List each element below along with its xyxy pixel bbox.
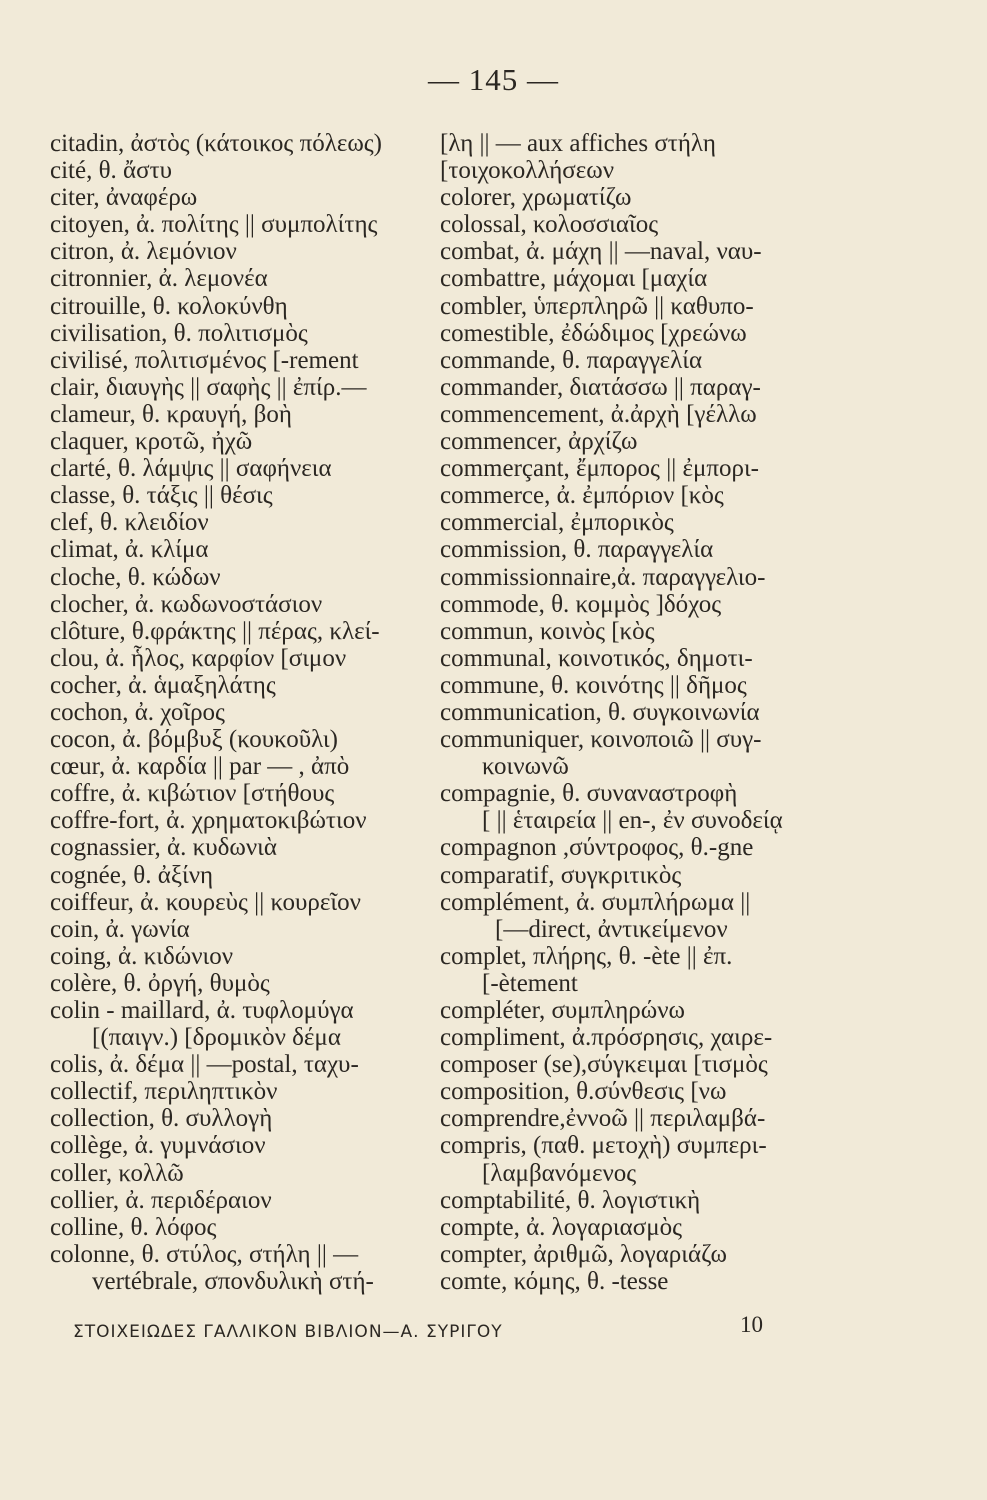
dictionary-entry-line: clef, θ. κλειδίον (50, 509, 209, 537)
dictionary-entry-line: [-ètement (482, 969, 578, 997)
dictionary-entry-line: complet, πλήρης, θ. -ète || ἐπ. (440, 942, 733, 970)
dictionary-entry-line: vertébrale, σπονδυλικὴ στή- (92, 1267, 374, 1295)
dictionary-entry-line: commencer, ἀρχίζω (440, 428, 638, 456)
dictionary-entry-line: collectif, περιληπτικὸν (50, 1078, 278, 1106)
dictionary-entry-line: clarté, θ. λάμψις || σαφήνεια (50, 455, 332, 483)
dictionary-entry-line: comptabilité, θ. λογιστικὴ (440, 1186, 701, 1214)
dictionary-entry-line: [(παιγν.) [δρομικὸν δέμα (92, 1024, 341, 1052)
dictionary-entry-line: coiffeur, ἀ. κουρεὺς || κουρεῖον (50, 888, 361, 916)
right-column (440, 130, 820, 1295)
dictionary-entry-line: colère, θ. ὀργή, θυμὸς (50, 969, 270, 997)
book-footer: ΣΤΟΙΧΕΙΩΔΕΣ ΓΑΛΛΙΚΟΝ ΒΙΒΛΙΟΝ—Α. ΣΥΡΙΓΟΥ (73, 1322, 503, 1342)
dictionary-entry-line: civilisation, θ. πολιτισμὸς (50, 319, 308, 347)
dictionary-entry-line: cœur, ἀ. καρδία || par — , ἀπὸ (50, 753, 350, 781)
dictionary-entry-line: commerçant, ἔμπορος || ἐμπορι- (440, 455, 760, 483)
dictionary-entry-line: citoyen, ἀ. πολίτης || συμπολίτης (50, 211, 378, 239)
dictionary-entry-line: commun, κοινὸς [κὸς (440, 617, 655, 645)
dictionary-entry-line: κοινωνῶ (482, 753, 569, 781)
dictionary-entry-line: coin, ἀ. γωνία (50, 915, 190, 943)
dictionary-entry-line: citrouille, θ. κολοκύνθη (50, 292, 288, 320)
dictionary-entry-line: citer, ἀναφέρω (50, 184, 198, 212)
dictionary-entry-line: colonne, θ. στύλος, στήλη || — (50, 1240, 359, 1268)
signature-mark: 10 (740, 1312, 763, 1337)
dictionary-entry-line: coffre-fort, ἀ. χρηματοκιβώτιον (50, 807, 367, 835)
dictionary-entry-line: [ || ἑταιρεία || en-, ἐν συνοδείᾳ (482, 807, 783, 835)
dictionary-entry-line: colis, ἀ. δέμα || —postal, ταχυ- (50, 1051, 359, 1079)
dictionary-entry-line: collège, ἀ. γυμνάσιον (50, 1132, 266, 1160)
dictionary-entry-line: compter, ἀριθμῶ, λογαριάζω (440, 1240, 728, 1268)
dictionary-entry-line: collier, ἀ. περιδέραιον (50, 1186, 272, 1214)
dictionary-entry-line: citron, ἀ. λεμόνιον (50, 238, 237, 266)
dictionary-entry-line: classe, θ. τάξις || θέσις (50, 482, 273, 510)
dictionary-entry-line: cognassier, ἀ. κυδωνιὰ (50, 834, 277, 862)
dictionary-entry-line: commission, θ. παραγγελία (440, 536, 714, 564)
dictionary-entry-line: coffre, ἀ. κιβώτιον [στήθους (50, 780, 335, 808)
dictionary-entry-line: combler, ὑπερπληρῶ || καθυπο- (440, 292, 754, 320)
dictionary-entry-line: compte, ἀ. λογαριασμὸς (440, 1213, 683, 1241)
dictionary-entry-line: clôture, θ.φράκτης || πέρας, κλεί- (50, 617, 380, 645)
dictionary-entry-line: compliment, ἀ.πρόσρησις, χαιρε- (440, 1024, 773, 1052)
dictionary-entry-line: communal, κοινοτικός, δημοτι- (440, 644, 753, 672)
dictionary-entry-line: commande, θ. παραγγελία (440, 346, 703, 374)
dictionary-entry-line: colossal, κολοσσιαῖος (440, 211, 659, 239)
dictionary-entry-line: complément, ἀ. συμπλήρωμα || (440, 888, 751, 916)
dictionary-entry-line: [λαμβανόμενος (482, 1159, 637, 1187)
dictionary-entry-line: citronnier, ἀ. λεμονέα (50, 265, 268, 293)
dictionary-entry-line: compagnie, θ. συναναστροφὴ (440, 780, 738, 808)
dictionary-entry-line: commercial, ἐμπορικὸς (440, 509, 674, 537)
dictionary-entry-line: communiquer, κοινοποιῶ || συγ- (440, 726, 762, 754)
dictionary-entry-line: [τοιχοκολλήσεων (440, 157, 615, 185)
dictionary-entry-line: cocon, ἀ. βόμβυξ (κουκοῦλι) (50, 726, 338, 754)
dictionary-entry-line: [—direct, ἀντικείμενον (495, 915, 728, 943)
dictionary-entry-line: collection, θ. συλλογὴ (50, 1105, 273, 1133)
dictionary-entry-line: commode, θ. κομμὸς ]δόχος (440, 590, 722, 618)
dictionary-entry-line: colin - maillard, ἀ. τυφλομύγα (50, 997, 354, 1024)
dictionary-entry-line: composition, θ.σύνθεσις [νω (440, 1078, 727, 1106)
dictionary-entry-line: commerce, ἀ. ἐμπόριον [κὸς (440, 482, 724, 510)
dictionary-entry-line: clair, διαυγὴς || σαφὴς || ἐπίρ.— (50, 373, 367, 401)
left-column (50, 130, 430, 1295)
dictionary-entry-line: comparatif, συγκριτικὸς (440, 861, 682, 889)
page-number: — 145 — (428, 62, 559, 97)
dictionary-entry-line: clou, ἀ. ἧλος, καρφίον [σιμον (50, 644, 347, 672)
dictionary-entry-line: commune, θ. κοινότης || δῆμος (440, 671, 747, 699)
dictionary-entry-line: coing, ἀ. κιδώνιον (50, 942, 234, 970)
dictionary-entry-line: climat, ἀ. κλίμα (50, 536, 209, 564)
dictionary-entry-line: compléter, συμπληρώνω (440, 997, 685, 1024)
dictionary-entry-line: compagnon ,σύντροφος, θ.-gne (440, 834, 754, 862)
dictionary-entry-line: clameur, θ. κραυγή, βοὴ (50, 400, 292, 428)
dictionary-entry-line: compris, (παθ. μετοχὴ) συμπερι- (440, 1132, 767, 1160)
dictionary-entry-line: citadin, ἀστὸς (κάτοικος πόλεως) (50, 130, 382, 157)
dictionary-entry-line: cocher, ἀ. ἁμαξηλάτης (50, 671, 276, 699)
dictionary-entry-line: clocher, ἀ. κωδωνοστάσιον (50, 590, 323, 618)
dictionary-entry-line: civilisé, πολιτισμένος [-rement (50, 346, 359, 374)
dictionary-entry-line: [λη || — aux affiches στήλη (440, 130, 716, 157)
dictionary-entry-line: claquer, κροτῶ, ἠχῶ (50, 428, 253, 456)
dictionary-entry-line: cochon, ἀ. χοῖρος (50, 698, 225, 726)
dictionary-entry-line: comprendre,ἐννοῶ || περιλαμβά- (440, 1105, 766, 1133)
dictionary-entry-line: commencement, ἀ.ἀρχὴ [γέλλω (440, 400, 757, 428)
dictionary-entry-line: communication, θ. συγκοινωνία (440, 698, 760, 726)
dictionary-entry-line: colorer, χρωματίζω (440, 184, 632, 212)
dictionary-entry-line: coller, κολλῶ (50, 1159, 184, 1187)
dictionary-entry-line: cognée, θ. ἀξίνη (50, 861, 214, 889)
dictionary-entry-line: commander, διατάσσω || παραγ- (440, 373, 761, 401)
dictionary-entry-line: colline, θ. λόφος (50, 1213, 217, 1241)
dictionary-entry-line: combat, ἀ. μάχη || —naval, ναυ- (440, 238, 762, 266)
dictionary-entry-line: commissionnaire,ἀ. παραγγελιο- (440, 563, 766, 591)
dictionary-entry-line: cloche, θ. κώδων (50, 563, 221, 591)
dictionary-entry-line: cité, θ. ἄστυ (50, 157, 173, 185)
dictionary-entry-line: comte, κόμης, θ. -tesse (440, 1267, 669, 1295)
dictionary-entry-line: composer (se),σύγκειμαι [τισμὸς (440, 1051, 768, 1079)
dictionary-entry-line: combattre, μάχομαι [μαχία (440, 265, 708, 293)
dictionary-entry-line: comestible, ἐδώδιμος [χρεώνω (440, 319, 747, 347)
